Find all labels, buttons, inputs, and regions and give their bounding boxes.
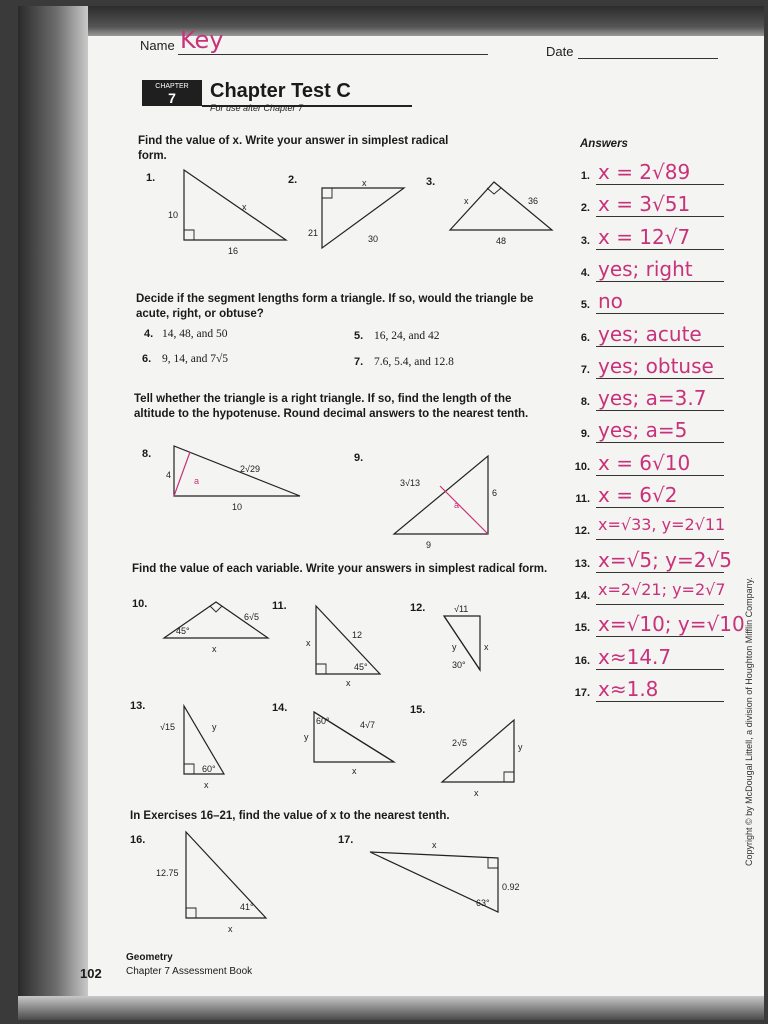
answer-num: 12. — [574, 525, 590, 537]
footer-book: Chapter 7 Assessment Book — [126, 966, 253, 977]
problem-10-num: 10. — [132, 598, 148, 610]
page-number: 102 — [80, 966, 102, 981]
answer-num: 6. — [580, 332, 590, 344]
answer-line — [596, 572, 724, 573]
answer-line — [596, 184, 724, 185]
answer-num: 16. — [574, 655, 590, 667]
f16-label-x: x — [228, 924, 233, 934]
problem-4-text: 14, 48, and 50 — [162, 328, 228, 340]
date-label: Date — [546, 44, 574, 59]
answer-num: 1. — [580, 170, 590, 182]
f13-label-r15: √15 — [160, 722, 175, 732]
page-title: Chapter Test C — [210, 80, 351, 102]
section-4-instructions: Find the value of each variable. Write your answers in simplest radical form. — [132, 563, 548, 575]
problem-3-num: 3. — [426, 176, 436, 188]
section-5-instructions: In Exercises 16–21, find the value of x to the nearest tenth. — [130, 810, 450, 822]
f14-label-60: 60° — [316, 716, 330, 726]
f13-label-x: x — [204, 780, 209, 790]
f17-label-63: 63° — [476, 898, 490, 908]
f9-label-6: 6 — [492, 488, 498, 498]
f16-label-1275: 12.75 — [156, 868, 179, 878]
answer-line — [596, 701, 724, 702]
f1-label-x: x — [242, 202, 247, 212]
problem-16-num: 16. — [130, 834, 146, 846]
problem-14-num: 14. — [272, 702, 288, 714]
answer-num: 3. — [580, 235, 590, 247]
answer-value: yes; a=5 — [598, 418, 688, 442]
page-subtitle: For use after Chapter 7 — [210, 103, 304, 113]
answer-value: x=√10; y=√10 — [598, 612, 745, 636]
f1-label-10: 10 — [168, 210, 179, 220]
f10-label-6r5: 6√5 — [244, 612, 259, 622]
problem-5-text: 16, 24, and 42 — [374, 330, 440, 342]
f9-label-3r13: 3√13 — [400, 478, 420, 488]
f13-label-y: y — [212, 722, 217, 732]
f1-label-16: 16 — [228, 246, 239, 256]
answer-num: 14. — [574, 590, 590, 602]
answer-value: x=√5; y=2√5 — [598, 548, 732, 572]
problem-6-text: 9, 14, and 7√5 — [162, 353, 229, 365]
answer-line — [596, 604, 724, 605]
f17-label-x: x — [432, 840, 437, 850]
section-2-instructions: Decide if the segment lengths form a triangle. If so, would the triangle be acute, right, or obtuse? — [136, 293, 534, 320]
triangle-8 — [174, 446, 300, 496]
f13-label-60: 60° — [202, 764, 216, 774]
f14-label-x: x — [352, 766, 357, 776]
triangle-9 — [394, 456, 488, 534]
f16-label-41: 41° — [240, 902, 254, 912]
triangle-1 — [184, 170, 286, 240]
f15-label-x: x — [474, 788, 479, 798]
answer-line — [596, 249, 724, 250]
answer-num: 7. — [580, 364, 590, 376]
problem-17-num: 17. — [338, 834, 354, 846]
answer-line — [596, 313, 724, 314]
problem-12-num: 12. — [410, 602, 426, 614]
f12-label-30: 30° — [452, 660, 466, 670]
figures-layer — [18, 6, 764, 1020]
f2-label-30: 30 — [368, 234, 379, 244]
problem-11-num: 11. — [272, 600, 287, 612]
f17-label-092: 0.92 — [502, 882, 520, 892]
answer-value: yes; obtuse — [598, 354, 714, 378]
answers-title: Answers — [580, 138, 628, 150]
problem-2-num: 2. — [288, 174, 298, 186]
f15-label-2r5: 2√5 — [452, 738, 467, 748]
f3-label-36: 36 — [528, 196, 539, 206]
f8-label-2r29: 2√29 — [240, 464, 260, 474]
f12-label-x: x — [484, 642, 489, 652]
answer-num: 9. — [580, 428, 590, 440]
problem-8-num: 8. — [142, 448, 152, 460]
f2-label-21: 21 — [308, 228, 319, 238]
f12-label-r11: √11 — [454, 604, 469, 614]
copyright-notice: Copyright © by McDougal Littell, a division of Houghton Mifflin Company. — [744, 577, 754, 866]
f9-label-a: a — [454, 500, 460, 510]
answer-num: 2. — [580, 202, 590, 214]
f11-label-45: 45° — [354, 662, 368, 672]
f8-label-10: 10 — [232, 502, 243, 512]
answer-line — [596, 346, 724, 347]
f2-label-x: x — [362, 178, 367, 188]
f12-label-y: y — [452, 642, 457, 652]
problem-6-num: 6. — [142, 353, 152, 365]
f8-label-a: a — [194, 476, 200, 486]
name-value: Key — [180, 26, 224, 54]
answer-value: x≈1.8 — [598, 677, 659, 701]
answer-num: 15. — [574, 622, 590, 634]
worksheet-page — [18, 6, 764, 1020]
f14-label-y: y — [304, 732, 309, 742]
answer-num: 17. — [574, 687, 590, 699]
answer-value: x=√33, y=2√11 — [598, 515, 726, 534]
answer-num: 13. — [574, 558, 590, 570]
answer-line — [596, 507, 724, 508]
f11-label-x: x — [306, 638, 311, 648]
triangle-15 — [442, 720, 514, 782]
answer-num: 10. — [574, 461, 590, 473]
problem-9-num: 9. — [354, 452, 364, 464]
triangle-3 — [450, 182, 552, 230]
f3-label-x: x — [464, 196, 469, 206]
f3-label-48: 48 — [496, 236, 507, 246]
problem-1-num: 1. — [146, 172, 156, 184]
f9-label-9: 9 — [426, 540, 432, 550]
f10-label-x: x — [212, 644, 217, 654]
answer-line — [596, 216, 724, 217]
answer-line — [596, 475, 724, 476]
chapter-label: CHAPTER — [155, 83, 189, 90]
answer-num: 8. — [580, 396, 590, 408]
answer-num: 11. — [575, 493, 590, 505]
answer-value: yes; acute — [598, 322, 702, 346]
problem-5-num: 5. — [354, 330, 364, 342]
answer-line — [596, 669, 724, 670]
answer-num: 5. — [580, 299, 590, 311]
answer-line — [596, 636, 724, 637]
problem-4-num: 4. — [144, 328, 154, 340]
section-1-instructions: Find the value of x. Write your answer in simplest radical form. — [138, 135, 449, 162]
triangle-2 — [322, 188, 404, 248]
answer-line — [596, 410, 724, 411]
answer-value: x = 6√10 — [598, 451, 691, 475]
problem-7-text: 7.6, 5.4, and 12.8 — [374, 356, 454, 368]
problem-15-num: 15. — [410, 704, 426, 716]
footer-course: Geometry — [126, 952, 173, 963]
f11-label-x2: x — [346, 678, 351, 688]
f15-label-y: y — [518, 742, 523, 752]
name-label: Name — [140, 38, 175, 53]
answer-line — [596, 378, 724, 379]
answer-value: x = 6√2 — [598, 483, 678, 507]
section-3-instructions: Tell whether the triangle is a right triangle. If so, find the length of the altitude to the hypotenuse. Round decimal answers to the nearest tenth. — [134, 393, 529, 420]
answer-value: x = 2√89 — [598, 160, 691, 184]
f11-label-12: 12 — [352, 630, 363, 640]
answer-value: x≈14.7 — [598, 645, 672, 669]
answer-value: no — [598, 289, 623, 313]
answer-line — [596, 281, 724, 282]
answer-value: yes; right — [598, 257, 693, 281]
problem-7-num: 7. — [354, 356, 364, 368]
f14-label-4r7: 4√7 — [360, 720, 375, 730]
f10-label-45: 45° — [176, 626, 190, 636]
answer-num: 4. — [580, 267, 590, 279]
answer-value: x = 3√51 — [598, 192, 691, 216]
chapter-number: 7 — [168, 90, 176, 106]
answer-value: x = 12√7 — [598, 225, 691, 249]
triangle-16 — [186, 832, 266, 918]
answer-line — [596, 539, 724, 540]
problem-13-num: 13. — [130, 700, 146, 712]
answer-line — [596, 442, 724, 443]
answer-value: x=2√21; y=2√7 — [598, 580, 726, 599]
answer-value: yes; a=3.7 — [598, 386, 707, 410]
f8-label-4: 4 — [166, 470, 172, 480]
